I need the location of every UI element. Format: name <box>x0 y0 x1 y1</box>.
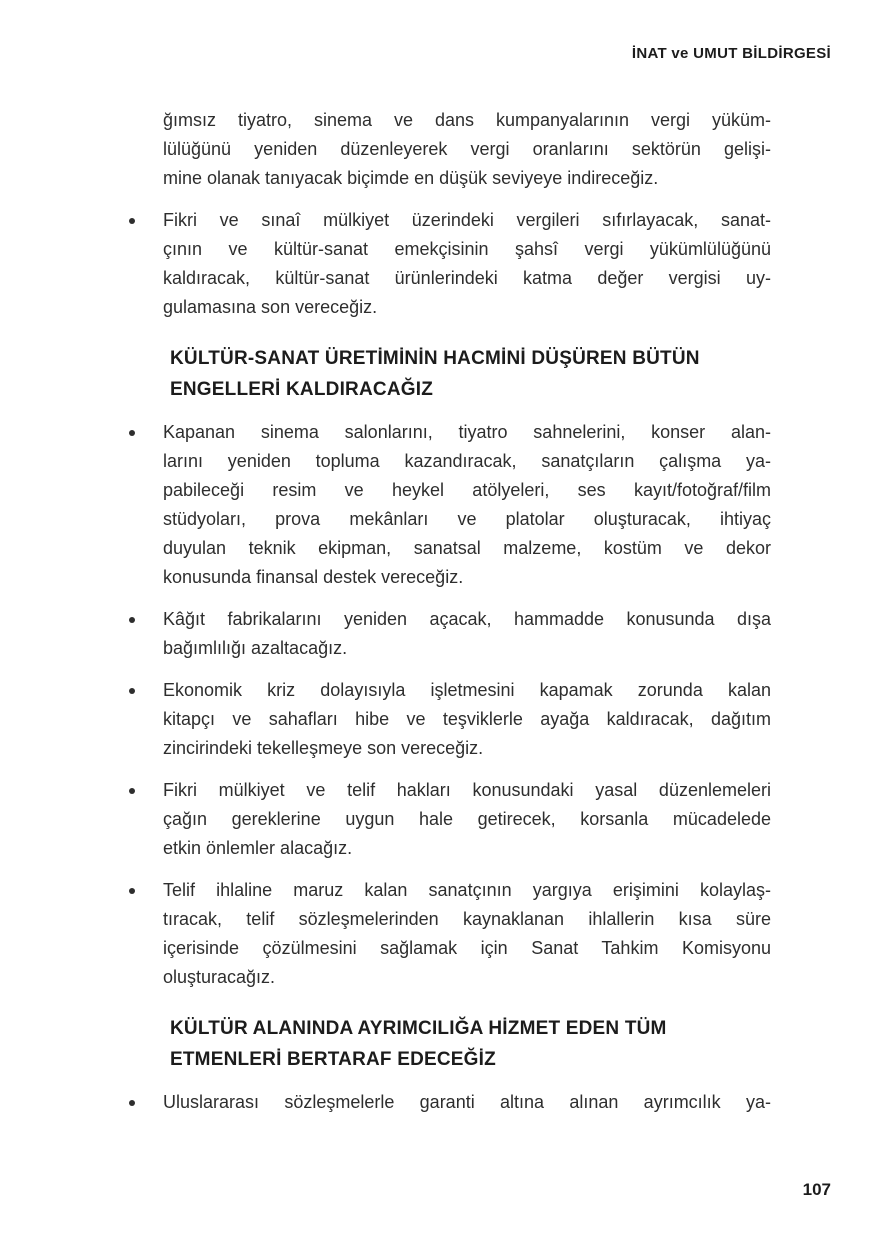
text-line: Telif ihlaline maruz kalan sanatçının yargıya erişimini kolaylaş- <box>163 880 771 900</box>
block-text <box>163 776 771 863</box>
bullet-marker <box>129 888 135 894</box>
text-line: çağın gereklerine uygun hale getirecek, korsanla mücadelede <box>163 809 771 829</box>
text-line: içerisinde çözülmesini sağlamak için Sanat Tahkim Komisyonu <box>163 938 771 958</box>
text-line: ENGELLERİ KALDIRACAĞIZ <box>170 379 434 400</box>
text-line: Kâğıt fabrikalarını yeniden açacak, hammadde konusunda dışa <box>163 609 771 629</box>
text-line: konusunda finansal destek vereceğiz. <box>163 567 464 587</box>
bullet-marker <box>129 218 135 224</box>
text-line: lülüğünü yeniden düzenleyerek vergi oranlarını sektörün gelişi- <box>163 139 771 159</box>
text-line: gulamasına son vereceğiz. <box>163 297 378 317</box>
text-line: Fikri mülkiyet ve telif hakları konusundaki yasal düzenlemeleri <box>163 780 771 800</box>
running-header: İNAT ve UMUT BİLDİRGESİ <box>631 45 831 62</box>
bullet-item <box>128 776 771 863</box>
bullet-marker <box>129 617 135 623</box>
text-line: KÜLTÜR ALANINDA AYRIMCILIĞA HİZMET EDEN TÜM <box>170 1018 667 1039</box>
block-text <box>163 1088 771 1117</box>
bullet-item <box>128 676 771 763</box>
block-text <box>163 418 771 592</box>
text-line: Fikri ve sınaî mülkiyet üzerindeki vergileri sıfırlayacak, sanat- <box>163 210 771 230</box>
text-line: zincirindeki tekelleşmeye son vereceğiz. <box>163 738 484 758</box>
paragraph <box>128 106 771 193</box>
block-text <box>170 343 771 405</box>
text-line: larını yeniden topluma kazandıracak, sanatçıların çalışma ya- <box>163 451 771 471</box>
text-line: Uluslararası sözleşmelerle garanti altına alınan ayrımcılık ya- <box>163 1092 771 1112</box>
bullet-item <box>128 876 771 992</box>
text-line: etkin önlemler alacağız. <box>163 838 353 858</box>
text-line: ETMENLERİ BERTARAF EDECEĞİZ <box>170 1049 496 1070</box>
text-line: pabileceği resim ve heykel atölyeleri, ses kayıt/fotoğraf/film <box>163 480 771 500</box>
text-line: oluşturacağız. <box>163 967 276 987</box>
bullet-marker <box>129 688 135 694</box>
text-line: bağımlılığı azaltacağız. <box>163 638 348 658</box>
block-text <box>163 206 771 322</box>
section-heading <box>128 1013 771 1075</box>
text-line: ğımsız tiyatro, sinema ve dans kumpanyalarının vergi yüküm- <box>163 110 771 130</box>
text-line: stüdyoları, prova mekânları ve platolar oluşturacak, ihtiyaç <box>163 509 771 529</box>
bullet-item <box>128 206 771 322</box>
bullet-item <box>128 418 771 592</box>
text-line: KÜLTÜR-SANAT ÜRETİMİNİN HACMİNİ DÜŞÜREN BÜTÜN <box>170 348 700 369</box>
block-text <box>163 676 771 763</box>
block-text <box>163 106 771 193</box>
block-text <box>170 1013 771 1075</box>
text-line: duyulan teknik ekipman, sanatsal malzeme, kostüm ve dekor <box>163 538 771 558</box>
block-text <box>163 876 771 992</box>
text-line: mine olanak tanıyacak biçimde en düşük seviyeye indireceğiz. <box>163 168 659 188</box>
bullet-marker <box>129 1100 135 1106</box>
text-line: tıracak, telif sözleşmelerinden kaynaklanan ihlallerin kısa süre <box>163 909 771 929</box>
section-heading <box>128 343 771 405</box>
bullet-marker <box>129 788 135 794</box>
bullet-item <box>128 1088 771 1117</box>
block-text <box>163 605 771 663</box>
text-line: kitapçı ve sahafları hibe ve teşviklerle ayağa kaldıracak, dağıtım <box>163 709 771 729</box>
text-line: çının ve kültür-sanat emekçisinin şahsî vergi yükümlülüğünü <box>163 239 771 259</box>
text-line: kaldıracak, kültür-sanat ürünlerindeki katma değer vergisi uy- <box>163 268 771 288</box>
text-line: Kapanan sinema salonlarını, tiyatro sahnelerini, konser alan- <box>163 422 771 442</box>
text-line: Ekonomik kriz dolayısıyla işletmesini kapamak zorunda kalan <box>163 680 771 700</box>
page-number: 107 <box>802 1180 831 1199</box>
bullet-marker <box>129 430 135 436</box>
bullet-item <box>128 605 771 663</box>
document-body <box>128 106 771 1130</box>
